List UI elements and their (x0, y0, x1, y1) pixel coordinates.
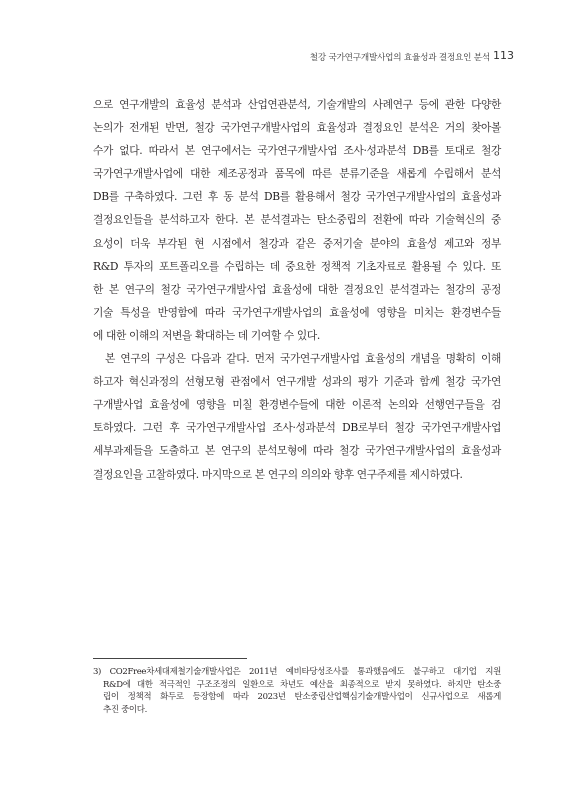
body-text (93, 93, 501, 486)
body-line: 으로 연구개발의 효율성 분석과 산업연관분석, 기술개발의 사례연구 등에 관한 다양한 (93, 98, 501, 111)
body-line: DB를 구축하였다. 그런 후 동 분석 DB를 활용해서 철강 국가연구개발사업의 효율성과 (93, 190, 501, 204)
body-line: 세부과제들을 도출하고 본 연구의 분석모형에 따라 철강 국가연구개발사업의 효율성과 (93, 444, 501, 458)
footnote (93, 666, 501, 716)
body-line: 토하였다. 그런 후 국가연구개발사업 조사·성과분석 DB로부터 철강 국가연구개발사업 (93, 421, 501, 435)
footnote-line: R&D에 대한 적극적인 구조조정의 일환으로 차년도 예산을 최종적으로 받지 못하였다. 하지만 탄소중 (103, 679, 501, 690)
body-line: R&D 투자의 포트폴리오를 수립하는 데 중요한 정책적 기초자료로 활용될 수 있다. 또 (93, 259, 501, 273)
body-line-indented: 본 연구의 구성은 다음과 같다. 먼저 국가연구개발사업 효율성의 개념을 명확히 이해 (105, 352, 501, 366)
body-line: 구개발사업 효율성에 영향을 미칠 환경변수들에 대한 이론적 논의와 선행연구들을 검 (93, 398, 501, 412)
page-number: 113 (493, 49, 514, 62)
body-line: 국가연구개발사업에 대한 제조공정과 품목에 따른 분류기준을 새롭게 수립해서 분석 (93, 167, 501, 181)
body-line: 한 본 연구의 철강 국가연구개발사업 효율성에 대한 결정요인 분석결과는 철강의 공정 (93, 282, 501, 296)
body-line: 에 대한 이해의 저변을 확대하는 데 기여할 수 있다. (93, 328, 320, 342)
body-line: 논의가 전개된 반면, 철강 국가연구개발사업의 효율성과 결정요인 분석은 거의 찾아볼 (93, 121, 501, 135)
body-line: 결정요인들을 분석하고자 한다. 본 분석결과는 탄소중립의 전환에 따라 기술혁신의 중 (93, 213, 501, 227)
body-line: 수가 없다. 따라서 본 연구에서는 국가연구개발사업 조사·성과분석 DB를 토대로 철강 (93, 144, 501, 158)
body-line: 하고자 혁신과정의 선형모형 관점에서 연구개발 성과의 평가 기준과 함께 철강 국가연 (93, 375, 501, 389)
footnote-line: 3) CO2Free차세대제철기술개발사업은 2011년 예비타당성조사를 통과했음에도 불구하고 대기업 지원 (93, 667, 501, 677)
footnote-divider (93, 658, 247, 659)
footnote-line: 립이 정책적 화두로 등장함에 따라 2023년 탄소중립산업핵심기술개발사업이 신규사업으로 새롭게 (103, 692, 501, 703)
body-line: 결정요인을 고찰하였다. 마지막으로 본 연구의 의의와 향후 연구주제를 제시하였다. (93, 467, 463, 481)
body-line: 기술 특성을 반영함에 따라 국가연구개발사업의 효율성에 영향을 미치는 환경변수들 (93, 305, 501, 319)
footnote-line: 추진 중이다. (103, 704, 148, 715)
body-line: 요성이 더욱 부각된 현 시점에서 철강과 같은 중저기술 분야의 효율성 제고와 정부 (93, 236, 501, 250)
running-header-title: 철강 국가연구개발사업의 효율성과 결정요인 분석 (309, 53, 490, 63)
